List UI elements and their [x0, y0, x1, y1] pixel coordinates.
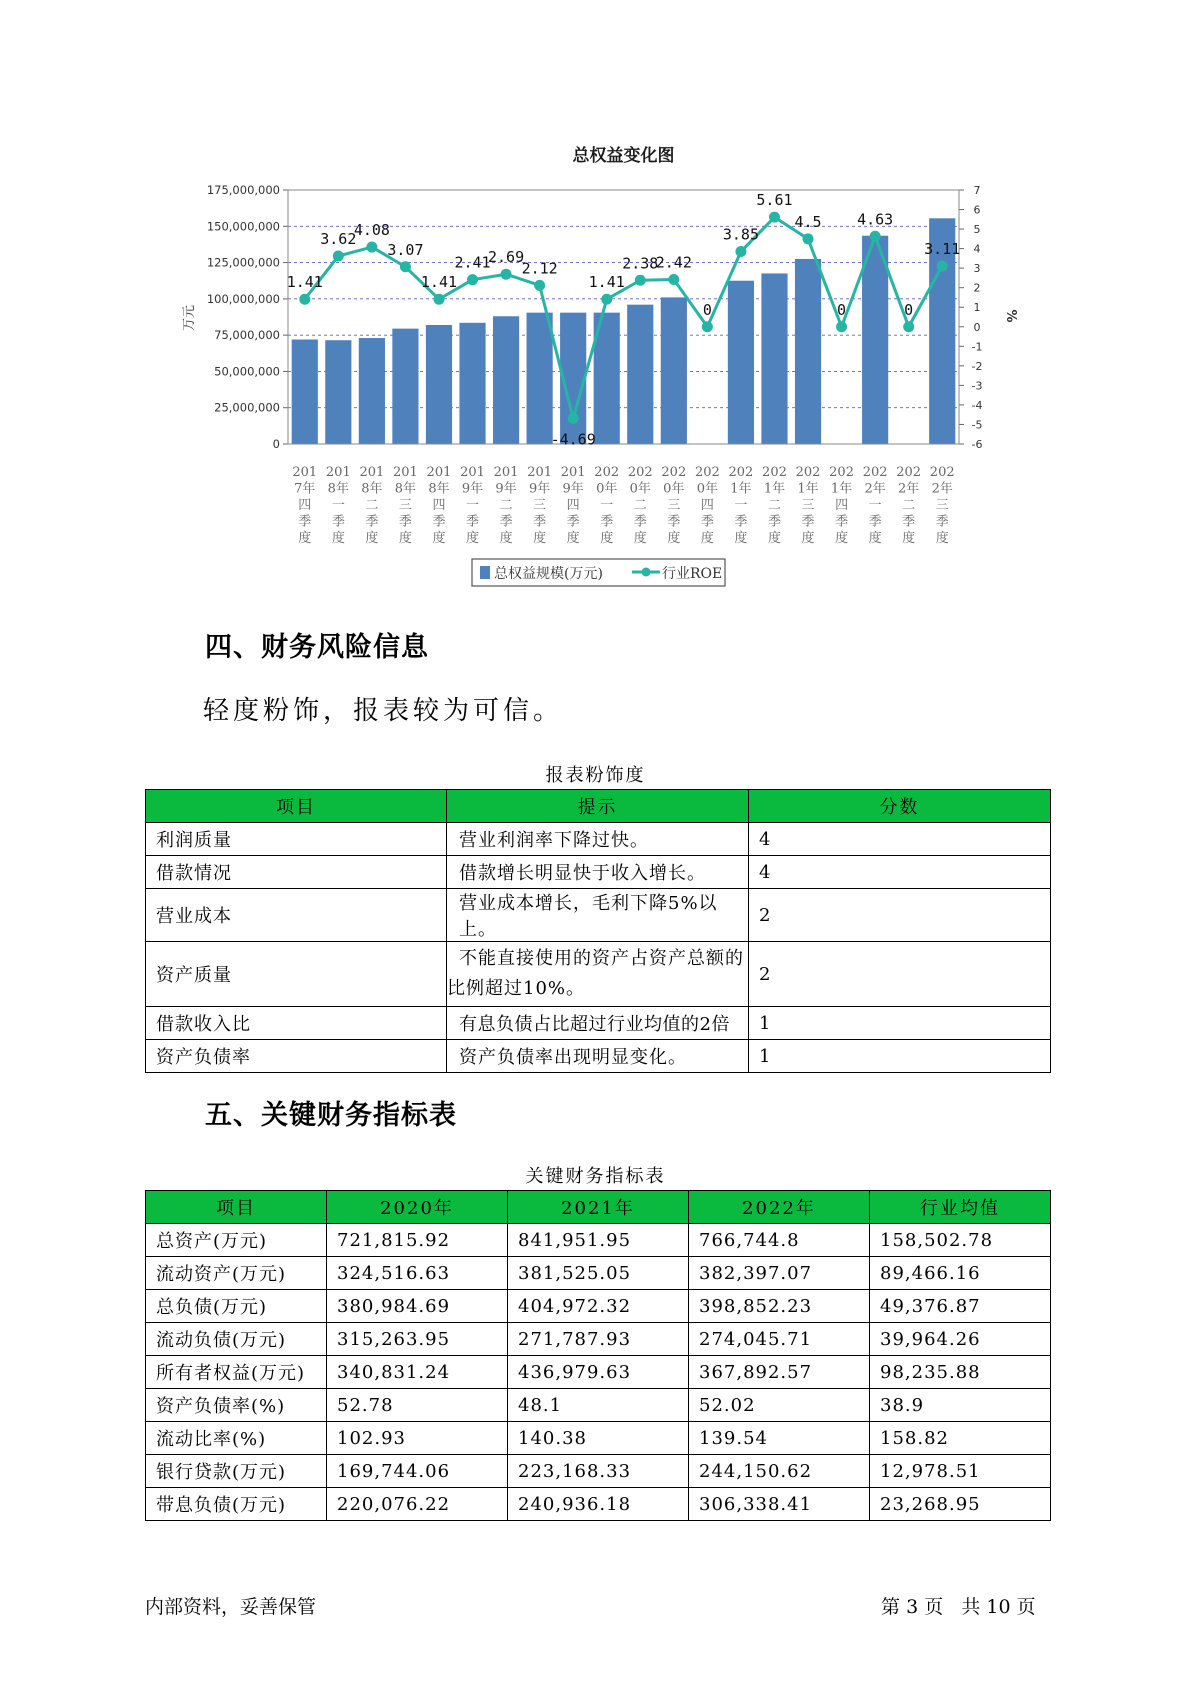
metric-name: 流动负债(万元)	[146, 1323, 327, 1356]
roe-data-label: 5.61	[756, 191, 793, 210]
metric-2021: 140.38	[508, 1422, 689, 1455]
x-tick-label: 季	[767, 514, 781, 530]
x-tick-label: 度	[835, 531, 849, 546]
x-tick-label: 201	[527, 465, 553, 480]
metric-2020: 52.78	[327, 1389, 508, 1422]
risk-score: 2	[749, 889, 1051, 942]
page-number	[881, 1592, 1036, 1619]
x-tick-label: 一	[600, 498, 614, 513]
x-tick-label: 季	[466, 514, 480, 530]
metrics-header-2021: 2021年	[508, 1191, 689, 1224]
y-tick-label: 0	[272, 437, 280, 451]
x-tick-label: 二	[499, 498, 513, 513]
x-tick-label: 0年	[696, 481, 719, 497]
roe-data-label: 1.41	[286, 273, 323, 292]
x-tick-label: 度	[935, 531, 949, 546]
x-tick-label: 201	[325, 465, 351, 480]
roe-point	[299, 294, 310, 305]
x-tick-label: 202	[896, 465, 922, 480]
x-tick-label: 度	[700, 531, 714, 546]
risk-score: 4	[749, 856, 1051, 889]
y2-tick-label: 2	[973, 281, 981, 295]
x-tick-label: 0年	[596, 481, 618, 497]
x-tick-label: 季	[600, 514, 614, 530]
metric-2022: 274,045.71	[689, 1323, 870, 1356]
table-row	[146, 1389, 1051, 1422]
metric-name: 总资产(万元)	[146, 1224, 327, 1257]
x-tick-label: 1年	[730, 481, 752, 497]
bar	[493, 316, 519, 444]
x-tick-label: 202	[762, 465, 787, 480]
x-tick-label: 0年	[663, 481, 685, 497]
x-tick-label: 202	[795, 465, 821, 480]
y-tick-label: 50,000,000	[214, 364, 280, 379]
x-tick-label: 季	[533, 514, 547, 530]
risk-score: 4	[749, 823, 1051, 856]
table-row	[146, 823, 1051, 856]
page-current: 3	[906, 1596, 919, 1618]
x-tick-label: 201	[292, 465, 318, 480]
metric-2021: 381,525.05	[508, 1257, 689, 1290]
roe-point	[803, 233, 814, 244]
x-tick-label: 一	[868, 498, 882, 513]
metric-2021: 48.1	[508, 1389, 689, 1422]
metric-industry-avg: 39,964.26	[870, 1323, 1051, 1356]
metric-name: 流动资产(万元)	[146, 1257, 327, 1290]
metric-2022: 52.02	[689, 1389, 870, 1422]
x-tick-label: 9年	[528, 481, 551, 497]
risk-tip: 有息负债占比超过行业均值的2倍	[447, 1007, 749, 1040]
x-tick-label: 202	[594, 465, 620, 480]
x-tick-label: 二	[633, 498, 647, 513]
roe-point	[735, 246, 746, 257]
metric-name: 资产负债率(%)	[146, 1389, 327, 1422]
x-tick-label: 四	[835, 498, 849, 513]
x-tick-label: 2年	[864, 481, 886, 497]
x-tick-label: 1年	[797, 481, 819, 497]
x-tick-label: 度	[331, 531, 345, 546]
metric-industry-avg: 158,502.78	[870, 1224, 1051, 1257]
table-row	[146, 1356, 1051, 1389]
x-tick-label: 度	[902, 531, 916, 546]
x-tick-label: 201	[560, 465, 586, 480]
y2-tick-label: -4	[971, 398, 983, 412]
y2-tick-label: 3	[973, 262, 981, 276]
table-row	[146, 942, 1051, 1007]
x-tick-label: 9年	[495, 481, 517, 497]
bar	[627, 305, 653, 444]
table-row	[146, 856, 1051, 889]
x-tick-label: 度	[801, 531, 815, 546]
x-tick-label: 201	[393, 465, 418, 480]
x-tick-label: 季	[398, 514, 412, 530]
y2-tick-label: -6	[971, 438, 983, 451]
roe-point	[501, 269, 512, 280]
x-tick-label: 201	[493, 465, 519, 480]
x-tick-label: 季	[365, 514, 379, 530]
table-row	[146, 889, 1051, 942]
metric-2020: 324,516.63	[327, 1257, 508, 1290]
y2-tick-label: -1	[971, 340, 983, 354]
roe-point	[635, 275, 646, 286]
risk-tip: 营业成本增长，毛利下降5%以上。	[447, 889, 749, 942]
risk-table-header	[146, 790, 1051, 823]
metric-2020: 169,744.06	[327, 1455, 508, 1488]
table-row	[146, 1422, 1051, 1455]
x-tick-label: 二	[902, 498, 916, 513]
roe-data-label: 3.07	[387, 240, 424, 259]
x-tick-label: 季	[801, 514, 815, 530]
section4-paragraph: 轻度粉饰，报表较为可信。	[203, 696, 564, 726]
metric-2022: 398,852.23	[689, 1290, 870, 1323]
x-tick-label: 二	[365, 498, 379, 513]
x-tick-label: 季	[667, 514, 681, 530]
roe-data-label: 2.41	[454, 253, 491, 272]
y-tick-label: 25,000,000	[214, 400, 280, 415]
roe-data-label: 0	[904, 300, 914, 319]
x-tick-label: 一	[734, 498, 748, 513]
metric-name: 所有者权益(万元)	[146, 1356, 327, 1389]
legend-swatch-bar	[480, 566, 490, 579]
x-tick-label: 9年	[562, 481, 584, 497]
x-tick-label: 三	[667, 498, 681, 513]
x-tick-label: 三	[398, 498, 412, 513]
metric-industry-avg: 98,235.88	[870, 1356, 1051, 1389]
metric-industry-avg: 158.82	[870, 1422, 1051, 1455]
metric-2021: 436,979.63	[508, 1356, 689, 1389]
risk-item: 借款情况	[146, 856, 447, 889]
roe-point	[668, 274, 679, 285]
roe-point	[366, 242, 377, 253]
risk-table	[145, 789, 1051, 1073]
x-tick-label: 季	[700, 514, 714, 530]
metric-2021: 271,787.93	[508, 1323, 689, 1356]
x-tick-label: 季	[935, 514, 949, 530]
roe-point	[333, 251, 344, 262]
bar	[392, 329, 418, 444]
x-tick-label: 0年	[629, 481, 651, 497]
metrics-table	[145, 1190, 1051, 1521]
x-tick-label: 度	[633, 531, 647, 546]
metrics-table-body	[146, 1224, 1051, 1521]
table-row	[146, 1488, 1051, 1521]
x-tick-label: 四	[700, 498, 714, 513]
metric-2022: 367,892.57	[689, 1356, 870, 1389]
roe-data-label: 4.08	[353, 221, 390, 240]
metric-2020: 340,831.24	[327, 1356, 508, 1389]
x-tick-label: 季	[298, 514, 312, 530]
y-axis-label: 万元	[182, 304, 197, 332]
chart-title: 总权益变化图	[572, 146, 675, 166]
x-tick-label: 度	[466, 531, 480, 546]
bar	[661, 297, 687, 444]
y-tick-label: 100,000,000	[206, 291, 280, 306]
bar	[527, 313, 553, 444]
metric-2022: 766,744.8	[689, 1224, 870, 1257]
legend-label-line: 行业ROE	[662, 566, 723, 582]
x-tick-label: 202	[929, 465, 955, 480]
y-tick-label: 150,000,000	[206, 219, 280, 234]
metric-2020: 380,984.69	[327, 1290, 508, 1323]
roe-data-label: 4.5	[794, 212, 822, 231]
page-prefix: 第	[881, 1596, 901, 1618]
y2-tick-label: 0	[973, 320, 981, 334]
roe-data-label: 2.12	[521, 259, 558, 278]
x-tick-label: 202	[728, 465, 754, 480]
metrics-header-2020: 2020年	[327, 1191, 508, 1224]
roe-data-label: 4.63	[857, 210, 894, 229]
x-tick-label: 9年	[461, 481, 484, 497]
x-tick-label: 202	[862, 465, 888, 480]
page-total: 10	[986, 1596, 1011, 1618]
table-row	[146, 1290, 1051, 1323]
risk-tip: 资产负债率出现明显变化。	[447, 1040, 749, 1073]
y2-axis-label: %	[1003, 309, 1018, 323]
x-tick-label: 8年	[327, 481, 349, 497]
roe-point	[400, 261, 411, 272]
roe-point	[534, 280, 545, 291]
roe-point	[467, 274, 478, 285]
y2-tick-label: 6	[973, 203, 981, 217]
risk-tip-text: 不能直接使用的资产占资产总额的比例超过10%。	[447, 948, 744, 999]
x-tick-label: 1年	[830, 481, 853, 497]
roe-data-label: 2.69	[488, 248, 525, 267]
x-tick-label: 四	[432, 498, 446, 513]
roe-data-label: 1.41	[588, 273, 625, 292]
x-tick-label: 一	[466, 498, 480, 513]
roe-point	[601, 294, 612, 305]
x-tick-label: 度	[767, 531, 781, 546]
table-row	[146, 1323, 1051, 1356]
risk-tip: 营业利润率下降过快。	[447, 823, 749, 856]
x-tick-label: 四	[566, 498, 580, 513]
x-tick-label: 季	[499, 514, 513, 530]
y-tick-label: 75,000,000	[214, 328, 280, 343]
x-tick-label: 二	[767, 498, 781, 513]
metric-name: 银行贷款(万元)	[146, 1455, 327, 1488]
x-tick-label: 7年	[294, 481, 316, 497]
section5-heading: 五、关键财务指标表	[205, 1100, 457, 1131]
bar	[359, 338, 385, 444]
metric-name: 总负债(万元)	[146, 1290, 327, 1323]
x-tick-label: 度	[533, 531, 547, 546]
x-tick-label: 一	[331, 498, 345, 513]
y2-tick-label: -5	[971, 418, 983, 432]
y2-tick-label: 1	[973, 301, 981, 315]
x-tick-label: 四	[298, 498, 312, 513]
x-tick-label: 2年	[898, 481, 920, 497]
metric-name: 流动比率(%)	[146, 1422, 327, 1455]
risk-header-tip: 提示	[447, 790, 749, 823]
x-tick-label: 202	[829, 465, 854, 480]
table-row	[146, 1007, 1051, 1040]
y2-tick-label: 5	[973, 223, 981, 237]
bar	[325, 340, 351, 444]
section4-heading: 四、财务风险信息	[205, 632, 429, 663]
bar	[761, 273, 787, 444]
bar	[795, 259, 821, 444]
x-tick-label: 8年	[428, 481, 450, 497]
roe-data-label: -4.69	[550, 430, 596, 449]
x-tick-label: 度	[566, 531, 580, 546]
metric-2021: 841,951.95	[508, 1224, 689, 1257]
roe-point	[903, 321, 914, 332]
roe-data-label: 3.62	[320, 230, 357, 249]
table-row	[146, 1257, 1051, 1290]
risk-header-item: 项目	[146, 790, 447, 823]
x-tick-label: 1年	[763, 481, 786, 497]
x-tick-label: 度	[499, 531, 513, 546]
risk-item: 利润质量	[146, 823, 447, 856]
metric-2021: 404,972.32	[508, 1290, 689, 1323]
metric-2021: 240,936.18	[508, 1488, 689, 1521]
metrics-header-item: 项目	[146, 1191, 327, 1224]
x-tick-label: 202	[661, 465, 687, 480]
x-tick-label: 三	[801, 498, 815, 513]
legend-label-bar: 总权益规模(万元)	[494, 566, 603, 582]
y2-tick-label: -3	[971, 379, 983, 393]
x-tick-label: 季	[734, 514, 748, 530]
metrics-header-2022: 2022年	[689, 1191, 870, 1224]
metric-industry-avg: 89,466.16	[870, 1257, 1051, 1290]
x-tick-label: 8年	[394, 481, 417, 497]
roe-data-label: 2.42	[655, 253, 692, 272]
bar	[426, 325, 452, 444]
x-tick-label: 度	[667, 531, 681, 546]
risk-item: 借款收入比	[146, 1007, 447, 1040]
metric-industry-avg: 12,978.51	[870, 1455, 1051, 1488]
page-suffix: 页	[1016, 1596, 1036, 1618]
risk-item: 资产质量	[146, 942, 447, 1007]
metric-2022: 382,397.07	[689, 1257, 870, 1290]
metric-industry-avg: 38.9	[870, 1389, 1051, 1422]
risk-score: 1	[749, 1007, 1051, 1040]
table-row	[146, 1224, 1051, 1257]
roe-data-label: 0	[702, 300, 712, 319]
metric-industry-avg: 23,268.95	[870, 1488, 1051, 1521]
y2-tick-label: -2	[971, 359, 983, 373]
x-tick-label: 度	[868, 531, 882, 546]
x-tick-label: 度	[298, 531, 312, 546]
bar	[862, 236, 888, 444]
roe-point	[702, 321, 713, 332]
x-tick-label: 度	[734, 531, 748, 546]
metric-2022: 306,338.41	[689, 1488, 870, 1521]
legend-swatch-marker	[642, 568, 651, 577]
roe-point	[870, 231, 881, 242]
equity-chart	[0, 0, 1191, 600]
roe-data-label: 1.41	[420, 273, 458, 292]
roe-data-label: 2.38	[622, 254, 659, 273]
roe-point	[433, 294, 444, 305]
risk-tip	[447, 942, 749, 1007]
x-tick-label: 201	[359, 465, 385, 480]
risk-tip: 借款增长明显快于收入增长。	[447, 856, 749, 889]
x-tick-label: 季	[902, 514, 916, 530]
table-row	[146, 1455, 1051, 1488]
page-mid: 页 共	[924, 1596, 981, 1618]
roe-point	[568, 413, 579, 424]
metric-2022: 139.54	[689, 1422, 870, 1455]
metrics-header-industry-avg: 行业均值	[870, 1191, 1051, 1224]
x-tick-label: 201	[426, 465, 452, 480]
y-tick-label: 175,000,000	[206, 183, 280, 197]
y-tick-label: 125,000,000	[206, 255, 280, 270]
metrics-table-header	[146, 1191, 1051, 1224]
metric-industry-avg: 49,376.87	[870, 1290, 1051, 1323]
metric-name: 带息负债(万元)	[146, 1488, 327, 1521]
y2-tick-label: 4	[973, 242, 981, 256]
metrics-table-caption: 关键财务指标表	[525, 1166, 666, 1187]
y2-tick-label: 7	[973, 184, 981, 197]
x-tick-label: 三	[533, 498, 547, 513]
metric-2021: 223,168.33	[508, 1455, 689, 1488]
roe-point	[937, 261, 948, 272]
metric-2022: 244,150.62	[689, 1455, 870, 1488]
roe-data-label: 3.85	[722, 225, 759, 244]
roe-point	[836, 321, 847, 332]
metric-2020: 721,815.92	[327, 1224, 508, 1257]
x-tick-label: 度	[365, 531, 379, 546]
risk-score: 2	[749, 942, 1051, 1007]
x-tick-label: 季	[566, 514, 580, 530]
risk-item: 营业成本	[146, 889, 447, 942]
bar	[728, 281, 754, 444]
x-tick-label: 8年	[361, 481, 383, 497]
x-tick-label: 202	[627, 465, 653, 480]
x-tick-label: 季	[331, 514, 345, 530]
x-tick-label: 三	[935, 498, 949, 513]
metric-2020: 102.93	[327, 1422, 508, 1455]
risk-score: 1	[749, 1040, 1051, 1073]
x-tick-label: 度	[600, 531, 614, 546]
x-tick-label: 2年	[931, 481, 953, 497]
metric-2020: 220,076.22	[327, 1488, 508, 1521]
x-tick-label: 季	[835, 514, 849, 530]
x-tick-label: 度	[432, 531, 446, 546]
footer-note: 内部资料，妥善保管	[145, 1596, 317, 1618]
bar	[292, 339, 318, 444]
risk-item: 资产负债率	[146, 1040, 447, 1073]
x-tick-label: 季	[432, 514, 446, 530]
metric-2020: 315,263.95	[327, 1323, 508, 1356]
risk-table-caption: 报表粉饰度	[545, 765, 646, 786]
x-tick-label: 202	[694, 465, 720, 480]
risk-header-score: 分数	[749, 790, 1051, 823]
x-tick-label: 度	[398, 531, 412, 546]
roe-point	[769, 212, 780, 223]
x-tick-label: 201	[460, 465, 485, 480]
roe-data-label: 3.11	[924, 240, 961, 259]
x-tick-label: 季	[633, 514, 647, 530]
x-tick-label: 季	[868, 514, 882, 530]
equity-chart-svg	[0, 0, 1191, 600]
table-row	[146, 1040, 1051, 1073]
roe-data-label: 0	[837, 300, 847, 319]
bar	[459, 323, 485, 444]
